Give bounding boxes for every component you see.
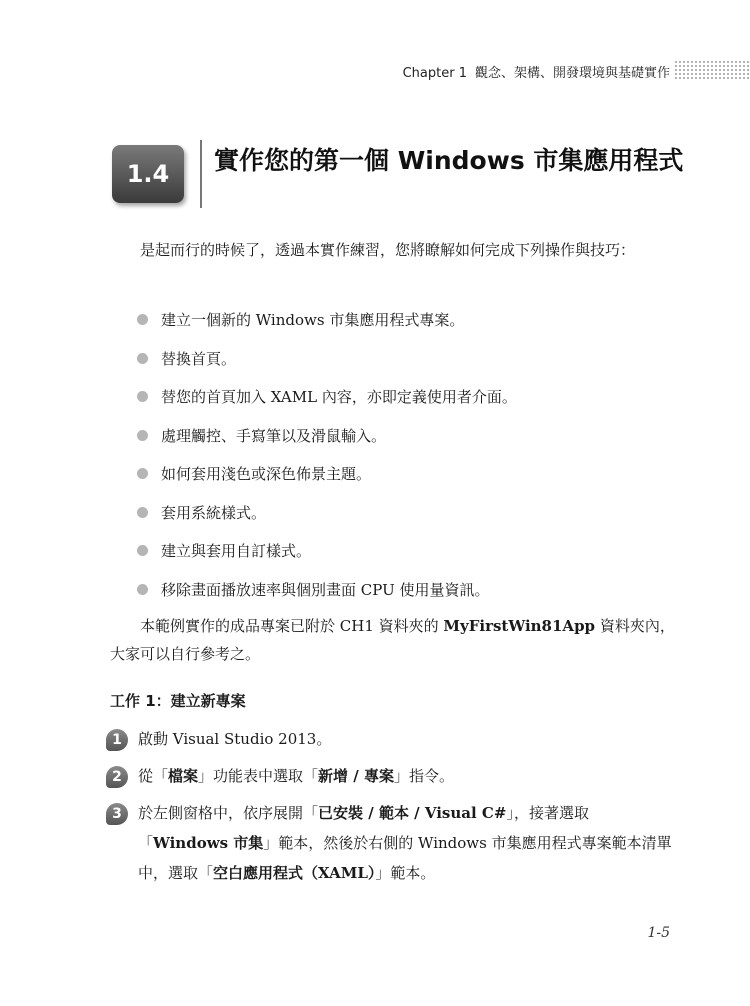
command-name: 新增 / 專案 — [318, 767, 394, 785]
chapter-label: Chapter 1 — [402, 66, 467, 81]
step-text-part: 」範本。 — [375, 864, 436, 882]
running-header — [0, 60, 750, 82]
section-title: 實作您的第一個 Windows 市集應用程式 — [214, 146, 684, 175]
intro-paragraph: 是起而行的時候了，透過本實作練習，您將瞭解如何完成下列操作與技巧： — [140, 241, 636, 259]
step-text-part: 」功能表中選取「 — [198, 767, 319, 785]
step-item — [106, 798, 678, 888]
section-heading — [112, 140, 692, 220]
list-item: 替換首頁。 — [137, 348, 517, 387]
step-text-part: 從「 — [138, 767, 169, 785]
bullet-list — [137, 309, 517, 617]
menu-name: 檔案 — [168, 767, 199, 785]
template-path: 已安裝 / 範本 / Visual C# — [318, 804, 507, 822]
list-item: 替您的首頁加入 XAML 內容，亦即定義使用者介面。 — [137, 386, 517, 425]
step-text — [138, 798, 678, 888]
step-text-part: 於左側窗格中，依序展開「 — [138, 804, 319, 822]
chapter-name: 觀念、架構、開發環境與基礎實作 — [474, 66, 670, 81]
step-number-icon: 1 — [106, 729, 128, 751]
step-number-icon: 3 — [106, 803, 128, 825]
list-item: 建立與套用自訂樣式。 — [137, 540, 517, 579]
list-item: 處理觸控、手寫筆以及滑鼠輸入。 — [137, 425, 517, 464]
step-number-icon: 2 — [106, 766, 128, 788]
note-text-before: 本範例實作的成品專案已附於 CH1 資料夾的 — [140, 617, 444, 635]
template-name: 空白應用程式（XAML） — [213, 864, 376, 882]
list-item: 建立一個新的 Windows 市集應用程式專案。 — [137, 309, 517, 348]
note-text-after: 資料夾內，大家可以自行參考之。 — [110, 617, 675, 663]
chapter-title — [403, 62, 670, 81]
step-item — [106, 724, 678, 754]
project-folder-name: MyFirstWin81App — [443, 617, 596, 635]
step-text-part: 」範本，然後於右側的 Windows 市集應用程式專案範本清單中，選取「 — [138, 834, 672, 882]
page-number: 1-5 — [647, 925, 670, 941]
list-item: 如何套用淺色或深色佈景主題。 — [137, 463, 517, 502]
section-number-badge: 1.4 — [112, 145, 184, 203]
task-heading: 工作 1：建立新專案 — [110, 692, 246, 710]
step-text-part: 」，接著選取「 — [138, 804, 589, 852]
step-item — [106, 761, 678, 791]
list-item: 套用系統樣式。 — [137, 502, 517, 541]
list-item: 移除畫面播放速率與個別畫面 CPU 使用量資訊。 — [137, 579, 517, 618]
note-paragraph — [110, 612, 678, 668]
step-text — [138, 724, 678, 754]
step-text-part: 啟動 Visual Studio 2013。 — [138, 730, 332, 748]
heading-divider — [200, 140, 202, 208]
step-text — [138, 761, 678, 791]
step-text-part: 」指令。 — [393, 767, 454, 785]
header-dot-pattern — [674, 60, 750, 80]
template-category: Windows 市集 — [153, 834, 264, 852]
